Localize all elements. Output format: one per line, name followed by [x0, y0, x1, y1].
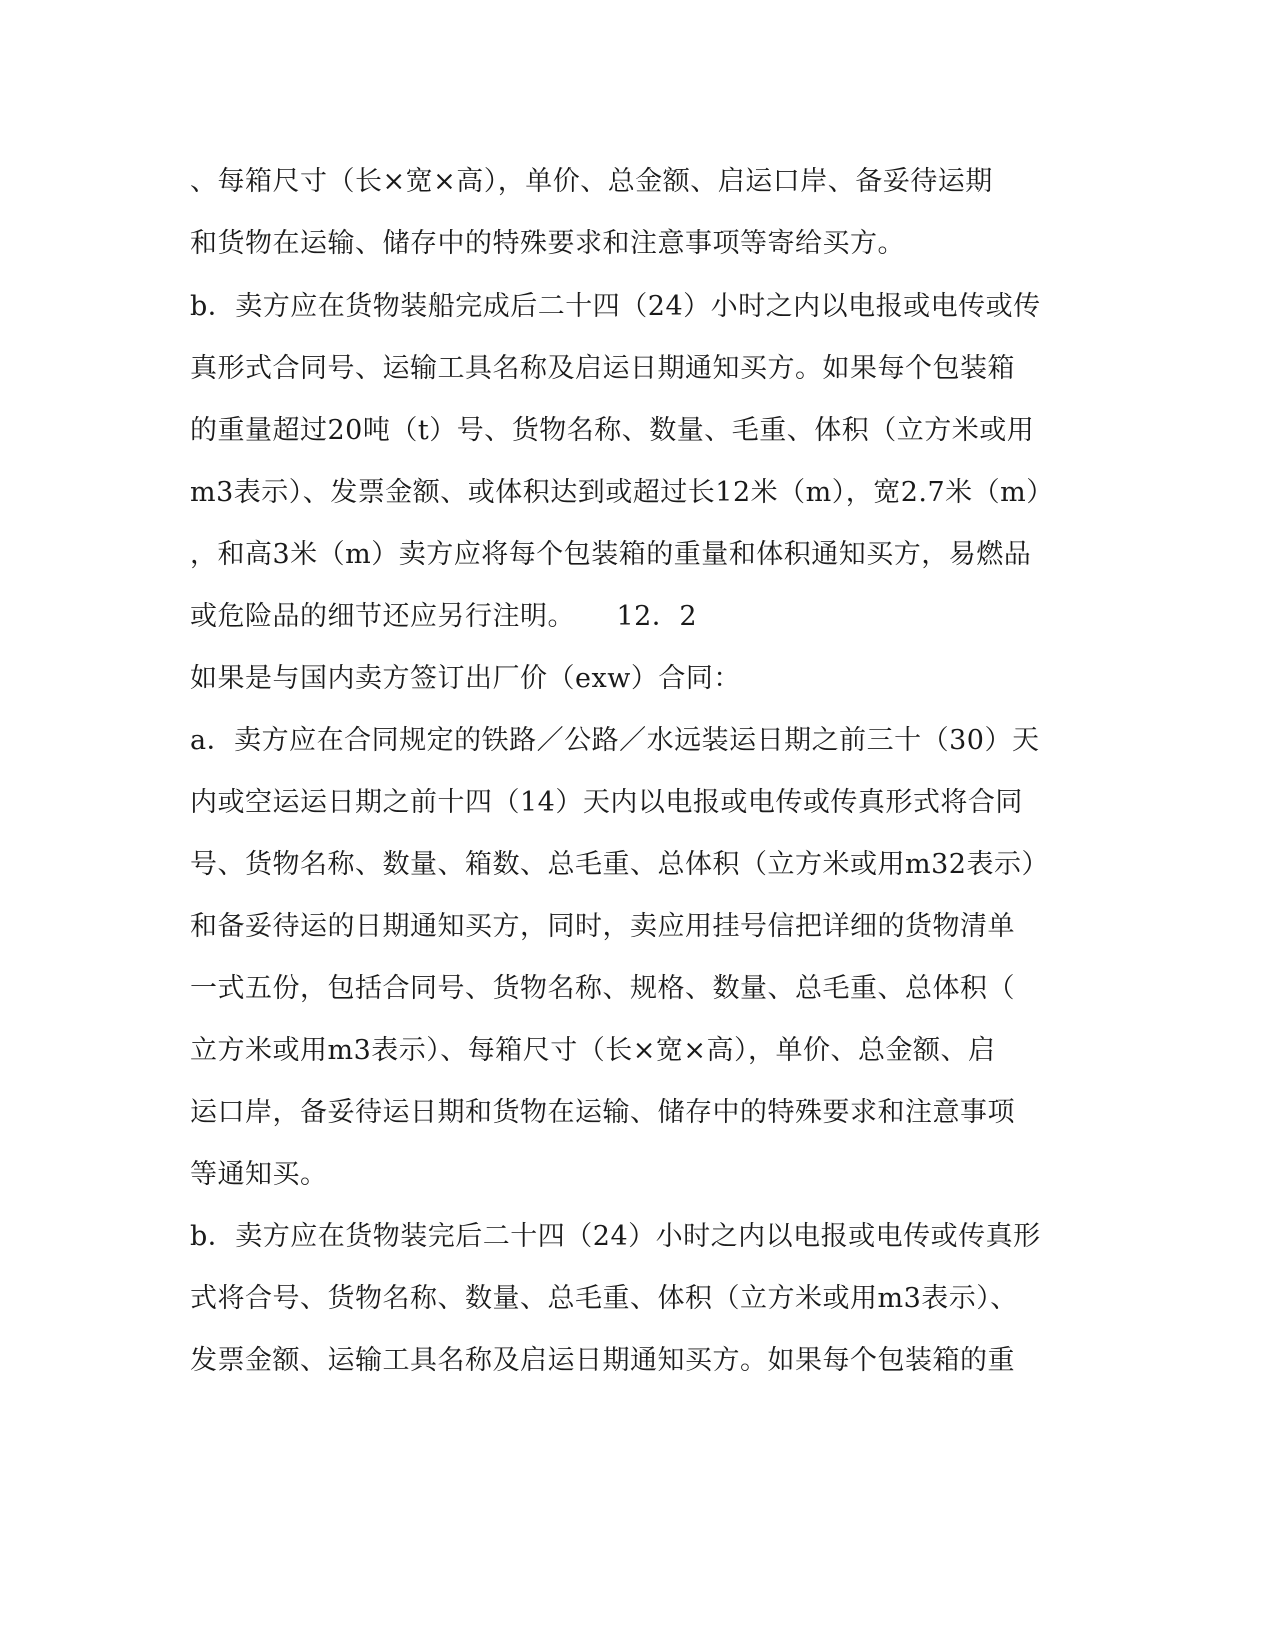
text-line: 、每箱尺寸（长×宽×高），单价、总金额、启运口岸、备妥待运期 [190, 166, 993, 197]
text-line: ，和高3米（m）卖方应将每个包装箱的重量和体积通知买方，易燃品 [190, 539, 1032, 570]
text-line: b．卖方应在货物装船完成后二十四（24）小时之内以电报或电传或传 [190, 291, 1041, 322]
text-line: m3表示）、发票金额、或体积达到或超过长12米（m），宽2.7米（m） [190, 477, 1054, 508]
text-line: 真形式合同号、运输工具名称及启运日期通知买方。如果每个包装箱 [190, 353, 1015, 384]
text-line: 一式五份，包括合同号、货物名称、规格、数量、总毛重、总体积（ [190, 973, 1015, 1004]
text-line: 式将合号、货物名称、数量、总毛重、体积（立方米或用m3表示）、 [190, 1283, 1018, 1314]
text-line: 如果是与国内卖方签订出厂价（exw）合同： [190, 663, 741, 694]
text-line: 运口岸，备妥待运日期和货物在运输、储存中的特殊要求和注意事项 [190, 1097, 1015, 1128]
text-line: 和备妥待运的日期通知买方，同时，卖应用挂号信把详细的货物清单 [190, 911, 1015, 942]
text-line: 或危险品的细节还应另行注明。 12．2 [190, 601, 698, 632]
text-line: 内或空运运日期之前十四（14）天内以电报或电传或传真形式将合同 [190, 787, 1023, 818]
text-line: 等通知买。 [190, 1159, 328, 1190]
text-line: 立方米或用m3表示）、每箱尺寸（长×宽×高），单价、总金额、启 [190, 1035, 996, 1066]
text-line: 发票金额、运输工具名称及启运日期通知买方。如果每个包装箱的重 [190, 1345, 1015, 1376]
text-line: 的重量超过20吨（t）号、货物名称、数量、毛重、体积（立方米或用 [190, 415, 1035, 446]
text-line: b．卖方应在货物装完后二十四（24）小时之内以电报或电传或传真形 [190, 1221, 1041, 1252]
text-line: 和货物在运输、储存中的特殊要求和注意事项等寄给买方。 [190, 228, 905, 259]
text-line: 号、货物名称、数量、箱数、总毛重、总体积（立方米或用m32表示） [190, 849, 1049, 880]
text-line: a．卖方应在合同规定的铁路／公路／水远装运日期之前三十（30）天 [190, 725, 1040, 756]
